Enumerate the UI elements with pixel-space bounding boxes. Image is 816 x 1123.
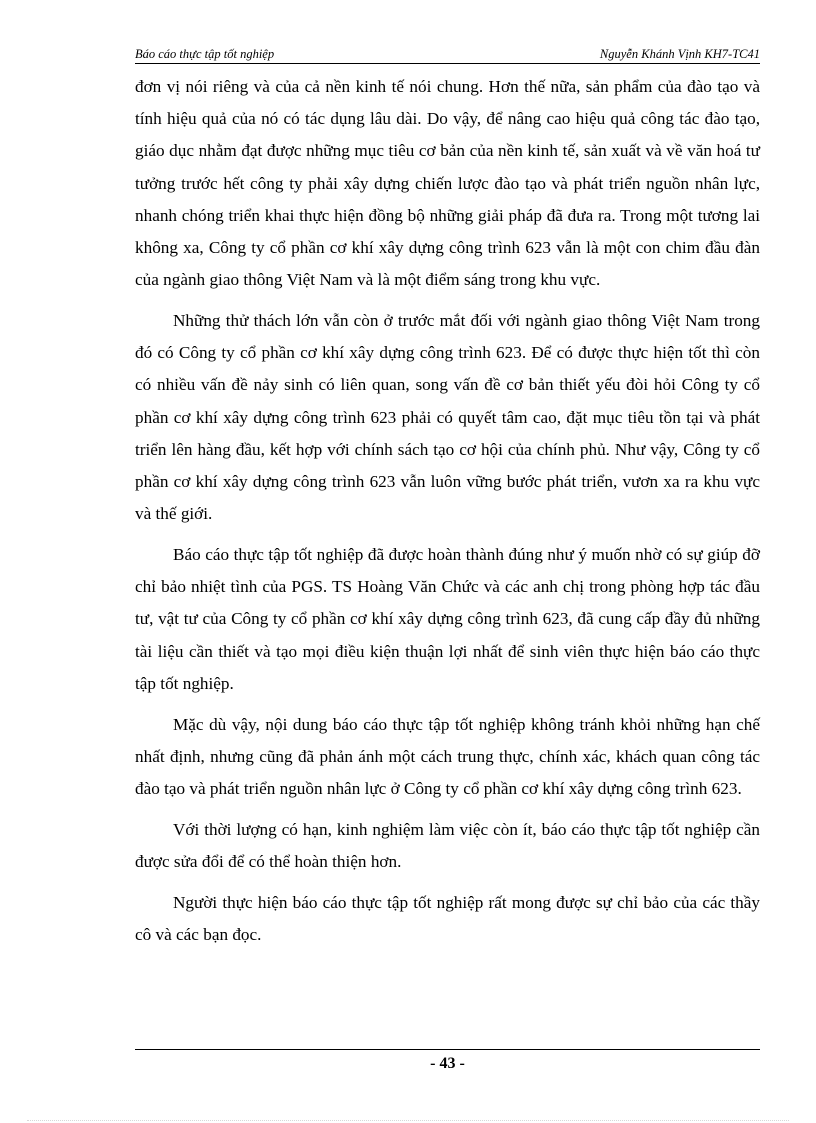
- header-author: Nguyễn Khánh Vịnh KH7-TC41: [599, 47, 760, 61]
- footer-rule: [135, 1049, 760, 1050]
- body-text: [135, 71, 760, 960]
- page-header: [135, 45, 760, 64]
- paragraph-continuation: đơn vị nói riêng và của cả nền kinh tế nói chung. Hơn thế nữa, sản phẩm của đào tạo và tính hiệu quả của nó có tác dụng lâu dài. Do vậy, để nâng cao hiệu quả công tác đào tạo, giáo dục nhằm đạt được những mục tiêu cơ bản của nền kinh tế, sản xuất và về văn hoá tư tưởng trước hết công ty phải xây dựng chiến lược đào tạo và phát triển nguồn nhân lực, nhanh chóng triển khai thực hiện đồng bộ những giải pháp đã đưa ra. Trong một tương lai không xa, Công ty cổ phần cơ khí xây dựng công trình 623 vẫn là một con chim đầu đàn của ngành giao thông Việt Nam và là một điểm sáng trong khu vực.: [135, 77, 760, 290]
- paragraph: Người thực hiện báo cáo thực tập tốt nghiệp rất mong được sự chỉ bảo của các thầy cô và các bạn đọc.: [135, 892, 760, 945]
- paragraph: Mặc dù vậy, nội dung báo cáo thực tập tốt nghiệp không tránh khỏi những hạn chế nhất định, nhưng cũng đã phản ánh một cách trung thực, chính xác, khách quan công tác đào tạo và phát triển nguồn nhân lực ở Công ty cổ phần cơ khí xây dựng công trình 623.: [135, 714, 760, 799]
- header-report-title: Báo cáo thực tập tốt nghiệp: [135, 47, 275, 61]
- paragraph: Những thử thách lớn vẫn còn ở trước mắt đối với ngành giao thông Việt Nam trong đó có Công ty cổ phần cơ khí xây dựng công trình 623. Để có được thực hiện tốt thì còn có nhiều vấn đề nảy sinh có liên quan, song vấn đề cơ bản thiết yếu đòi hỏi Công ty cổ phần cơ khí xây dựng công trình 623 phải có quyết tâm cao, đặt mục tiêu tồn tại và phát triển lên hàng đầu, kết hợp với chính sách tạo cơ hội của chính phủ. Như vậy, Công ty cổ phần cơ khí xây dựng công trình 623 vẫn luôn vững bước phát triển, vươn xa ra khu vực và thế giới.: [135, 311, 760, 524]
- page-bottom-edge: [27, 1120, 789, 1121]
- paragraph: Với thời lượng có hạn, kinh nghiệm làm việc còn ít, báo cáo thực tập tốt nghiệp cần được sửa đổi để có thể hoàn thiện hơn.: [135, 819, 760, 872]
- page-number: - 43 -: [430, 1055, 465, 1072]
- paragraph: Báo cáo thực tập tốt nghiệp đã được hoàn thành đúng như ý muốn nhờ có sự giúp đỡ chỉ bảo nhiệt tình của PGS. TS Hoàng Văn Chức và các anh chị trong phòng hợp tác đầu tư, vật tư của Công ty cổ phần cơ khí xây dựng công trình 623, đã cung cấp đầy đủ những tài liệu cần thiết và tạo mọi điều kiện thuận lợi nhất để sinh viên thực hiện báo cáo thực tập tốt nghiệp.: [135, 545, 760, 693]
